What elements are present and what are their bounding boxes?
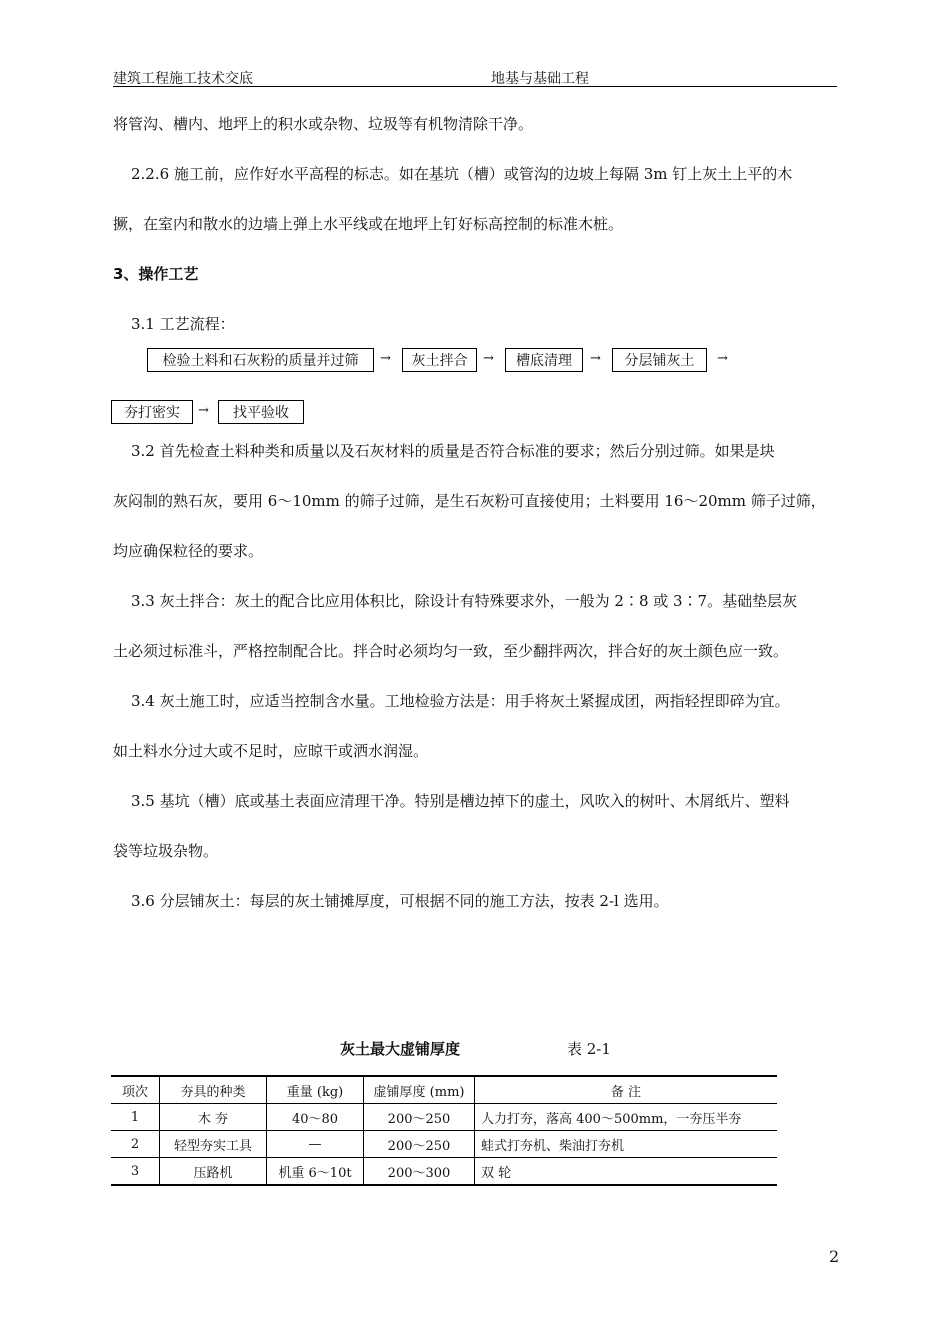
flow-arrow: → bbox=[590, 351, 601, 366]
table-header-cell: 项次 bbox=[111, 1076, 160, 1104]
thickness-table bbox=[111, 1075, 777, 1186]
flow-step-inspect: 检验土料和石灰粉的质量并过筛 bbox=[147, 348, 374, 372]
table-header-cell: 虚铺厚度 (mm) bbox=[364, 1076, 475, 1104]
table-cell: 蛙式打夯机、柴油打夯机 bbox=[475, 1131, 778, 1158]
paragraph-3-2-line-3: 均应确保粒径的要求。 bbox=[113, 542, 264, 560]
flow-arrow: → bbox=[380, 351, 391, 366]
paragraph-3-2-line-1: 3.2 首先检查土料种类和质量以及石灰材料的质量是否符合标准的要求；然后分别过筛。如果是块 bbox=[131, 442, 775, 460]
table-cell: 3 bbox=[111, 1158, 160, 1186]
flow-arrow: → bbox=[717, 351, 728, 366]
header-section-title: 地基与基础工程 bbox=[491, 71, 589, 87]
table-title: 灰土最大虚铺厚度 bbox=[340, 1040, 461, 1058]
flow-step-level: 找平验收 bbox=[218, 400, 304, 424]
paragraph-2-2-6-line-1: 2.2.6 施工前，应作好水平高程的标志。如在基坑（槽）或管沟的边坡上每隔 3m 钉上灰土上平的木 bbox=[131, 165, 793, 183]
section-heading-3: 3、操作工艺 bbox=[113, 265, 199, 283]
paragraph-3-4-line-2: 如土料水分过大或不足时，应晾干或洒水润湿。 bbox=[113, 742, 429, 760]
flow-step-layer: 分层铺灰土 bbox=[612, 348, 707, 372]
flow-step-mix: 灰土拌合 bbox=[402, 348, 477, 372]
table-header-cell: 重量 (kg) bbox=[267, 1076, 364, 1104]
table-cell: 机重 6～10t bbox=[267, 1158, 364, 1186]
flow-step-compact: 夯打密实 bbox=[111, 400, 193, 424]
header-doc-title: 建筑工程施工技术交底 bbox=[113, 71, 253, 87]
paragraph-3-5-line-2: 袋等垃圾杂物。 bbox=[113, 842, 219, 860]
table-cell: 2 bbox=[111, 1131, 160, 1158]
flow-step-clean: 槽底清理 bbox=[505, 348, 583, 372]
table-cell: 压路机 bbox=[160, 1158, 267, 1186]
page-number: 2 bbox=[829, 1247, 840, 1266]
paragraph-3-2-line-2: 灰闷制的熟石灰，要用 6～10mm 的筛子过筛，是生石灰粉可直接使用；土料要用 16～20mm 筛子过筛， bbox=[113, 492, 826, 510]
flow-arrow: → bbox=[483, 351, 494, 366]
table-cell: 双 轮 bbox=[475, 1158, 778, 1186]
table-cell: 200～300 bbox=[364, 1158, 475, 1186]
paragraph-3-3-line-2: 土必须过标准斗，严格控制配合比。拌合时必须均匀一致，至少翻拌两次，拌合好的灰土颜色应一致。 bbox=[113, 642, 789, 660]
table-cell: 人力打夯，落高 400～500mm，一夯压半夯 bbox=[475, 1104, 778, 1131]
table-cell: 40～80 bbox=[267, 1104, 364, 1131]
table-cell: 木 夯 bbox=[160, 1104, 267, 1131]
table-header-row bbox=[111, 1076, 777, 1104]
paragraph-2-2-6-line-2: 撅，在室内和散水的边墙上弹上水平线或在地坪上钉好标高控制的标准木桩。 bbox=[113, 215, 624, 233]
table-cell: 200～250 bbox=[364, 1131, 475, 1158]
table-cell: 200～250 bbox=[364, 1104, 475, 1131]
table-row bbox=[111, 1104, 777, 1131]
flow-arrow: → bbox=[198, 403, 209, 418]
paragraph-continuation: 将管沟、槽内、地坪上的积水或杂物、垃圾等有机物清除干净。 bbox=[113, 115, 534, 133]
paragraph-3-3-line-1: 3.3 灰土拌合：灰土的配合比应用体积比，除设计有特殊要求外，一般为 2∶8 或 3∶7。基础垫层灰 bbox=[131, 592, 798, 610]
table-cell: — bbox=[267, 1131, 364, 1158]
header-divider bbox=[113, 86, 837, 87]
paragraph-3-6: 3.6 分层铺灰土：每层的灰土铺摊厚度，可根据不同的施工方法，按表 2-l 选用。 bbox=[131, 892, 669, 910]
table-cell: 1 bbox=[111, 1104, 160, 1131]
table-number-text: 表 2-1 bbox=[567, 1040, 611, 1058]
paragraph-3-1: 3.1 工艺流程： bbox=[131, 315, 235, 333]
paragraph-3-4-line-1: 3.4 灰土施工时，应适当控制含水量。工地检验方法是：用手将灰土紧握成团，两指轻捏即碎为宜。 bbox=[131, 692, 790, 710]
table-row bbox=[111, 1158, 777, 1186]
table-header-cell: 夯具的种类 bbox=[160, 1076, 267, 1104]
table-number bbox=[567, 1038, 611, 1059]
table-row bbox=[111, 1131, 777, 1158]
paragraph-3-5-line-1: 3.5 基坑（槽）底或基土表面应清理干净。特别是槽边掉下的虚土，风吹入的树叶、木屑纸片、塑料 bbox=[131, 792, 790, 810]
table-header-cell: 备 注 bbox=[475, 1076, 778, 1104]
table-cell: 轻型夯实工具 bbox=[160, 1131, 267, 1158]
